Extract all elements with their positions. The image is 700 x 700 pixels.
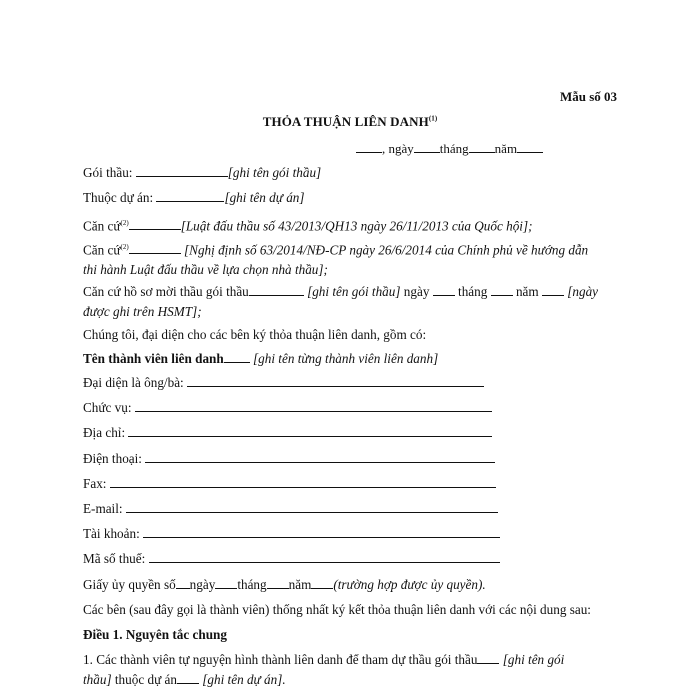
auth-day-blank [215,577,237,589]
field-blank [126,500,498,513]
project-field [83,188,623,208]
basis-law-text: [Luật đấu thầu số 43/2013/QH13 ngày 26/11/2013 của Quốc hội]; [180,218,533,234]
basis-label: Căn cứ [83,242,121,258]
title-footnote: (1) [428,114,438,123]
auth-hint: (trường hợp được ủy quyền). [333,577,486,592]
field-label: Đại diện là ông/bà: [83,375,188,390]
item1-hint: [ghi tên gói [499,652,565,667]
item1-package-blank [477,652,499,664]
field-address [83,424,492,444]
place-blank [356,141,382,153]
member-hint: [ghi tên từng thành viên liên danh] [249,351,439,366]
member-name-field [83,349,623,369]
item1-hint-2: thầu] [83,672,112,687]
field-label: Chức vụ: [83,400,135,415]
field-email [83,500,498,520]
field-blank [149,550,500,563]
package-hint: [ghi tên gói thầu] [227,165,322,180]
project-label: Thuộc dự án: [83,190,157,205]
hsmt-hint: [ghi tên gói thầu] [303,284,401,299]
basis-hsmt-line-2: được ghi trên HSMT]; [83,304,202,319]
auth-day: ngày [189,577,216,592]
package-label: Gói thầu: [83,165,136,180]
hsmt-label: Căn cứ hồ sơ mời thầu gói thầu [83,284,249,299]
hsmt-tail-1: [ngày [563,284,599,299]
item1-text: 1. Các thành viên tự nguyện hình thành liên danh để tham dự thầu gói thầu [83,652,478,667]
member-blank [224,351,250,363]
year-blank [517,141,543,153]
field-label: Fax: [83,476,110,491]
field-fax [83,475,496,495]
basis-footnote: (2) [120,243,129,251]
field-blank [128,424,492,437]
field-position [83,399,492,419]
hsmt-day: ngày [400,284,433,299]
field-label: E-mail: [83,501,126,516]
auth-month-blank [267,577,289,589]
article-1-item-1-line-1 [83,650,623,670]
hsmt-blank [249,284,304,296]
auth-month: tháng [237,577,267,592]
hsmt-month: tháng [454,284,491,299]
item1-hint-3: [ghi tên dự án]. [198,672,286,687]
hsmt-day-blank [433,284,455,296]
basis-decree-line-1 [83,237,623,260]
package-blank [136,165,228,177]
field-phone [83,450,495,470]
field-account [83,525,500,545]
intro-text: Chúng tôi, đại diện cho các bên ký thỏa thuận liên danh, gồm có: [83,327,427,342]
basis-law [83,213,623,236]
basis-decree [83,237,623,280]
auth-year: năm [288,577,312,592]
agreement-intro: Các bên (sau đây gọi là thành viên) thống nhất ký kết thỏa thuận liên danh với các nội dung sau: [83,602,591,617]
article-1-item-1 [83,650,623,690]
field-representative [83,374,484,394]
article-1-heading: Điều 1. Nguyên tắc chung [83,627,227,642]
year-label: năm [494,141,518,156]
field-tax-code [83,550,500,570]
basis-hsmt-line-1 [83,282,623,302]
project-blank [156,190,224,202]
item1-mid: thuộc dự án [111,672,177,687]
package-field [83,163,623,183]
field-label: Địa chỉ: [83,425,129,440]
basis-law-blank [129,218,181,230]
auth-number-blank [176,577,190,589]
field-blank [110,475,496,488]
field-label: Mã số thuế: [83,551,149,566]
field-blank [135,399,492,412]
authorization-line [83,575,623,595]
month-blank [469,141,495,153]
day-label: , ngày [382,141,414,156]
form-code: Mẫu số 03 [559,89,617,104]
field-blank [145,450,495,463]
field-label: Điện thoại: [83,451,146,466]
basis-hsmt [83,282,623,322]
hsmt-month-blank [491,284,513,296]
member-label: Tên thành viên liên danh [83,351,224,366]
field-blank [143,525,500,538]
document-title [0,114,700,130]
day-blank [414,141,440,153]
article-1-item-1-line-2 [83,670,623,690]
item1-project-blank [177,672,199,684]
project-hint: [ghi tên dự án] [224,190,305,205]
field-blank [187,374,484,387]
auth-prefix: Giấy ủy quyền số [83,577,176,592]
basis-decree-text: [Nghị định số 63/2014/NĐ-CP ngày 26/6/2014 của Chính phủ về hướng dẫn [180,242,589,258]
date-line [356,141,543,157]
field-label: Tài khoản: [83,526,144,541]
hsmt-year-blank [542,284,564,296]
auth-year-blank [311,577,333,589]
basis-label: Căn cứ [83,218,121,234]
basis-decree-line-2: thi hành Luật đấu thầu về lựa chọn nhà thầu]; [83,262,328,278]
basis-footnote: (2) [120,219,129,227]
basis-decree-blank [129,242,181,254]
month-label: tháng [439,141,469,156]
title-text: THỎA THUẬN LIÊN DANH [262,114,429,129]
hsmt-year: năm [512,284,542,299]
